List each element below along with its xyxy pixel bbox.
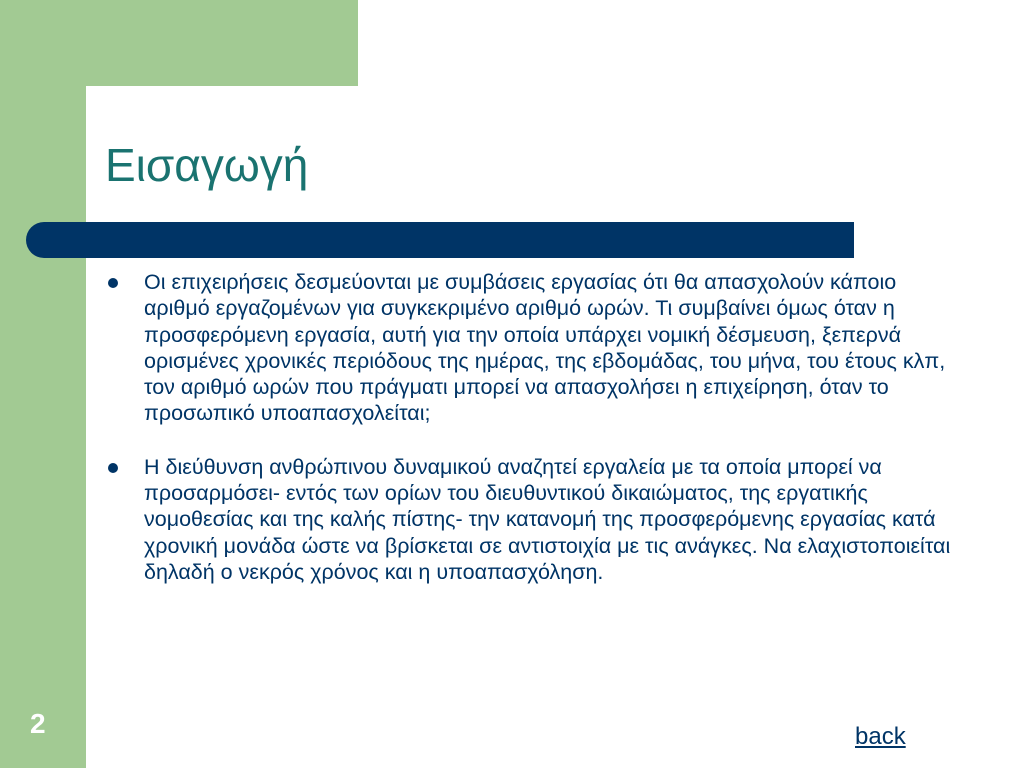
back-link[interactable]: back [855,723,906,750]
title-underline-bar [26,222,854,258]
bullet-item [106,269,966,427]
page-number: 2 [30,708,46,739]
bullet-dot-icon [108,463,118,473]
bullet-dot-icon [108,278,118,288]
green-sidebar [0,0,86,768]
bullet-item [106,454,966,585]
slide-title: Εισαγωγή [105,139,309,191]
bullet-text: Οι επιχειρήσεις δεσμεύονται με συμβάσεις εργασίας ότι θα απασχολούν κάποιο αριθμό εργαζομένων για συγκεκριμένο αριθμό ωρών. Τι συμβαίνει όμως όταν η προσφερόμενη εργασία, αυτή για την οποία υπάρχει νομική δέσμευση, ξεπερνά ορισμένες χρονικές περιόδους της ημέρας, της εβδομάδας, του μήνα, του έτους κλπ, τον αριθμό ωρών που πράγματι μπορεί να απασχολήσει η επιχείρηση, όταν το προσωπικό υποαπασχολείται; [144,270,946,426]
green-top-band [0,0,358,86]
bullet-list [106,269,966,585]
bullet-text: Η διεύθυνση ανθρώπινου δυναμικού αναζητεί εργαλεία με τα οποία μπορεί να προσαρμόσει- εντός των ορίων του διευθυντικού δικαιώματος, της εργατικής νομοθεσίας και της καλής πίστης- την κατανομή της προσφερόμενης εργασίας κατά χρονική μονάδα ώστε να βρίσκεται σε αντιστοιχία με τις ανάγκες. Να ελαχιστοποιείται δηλαδή ο νεκρός χρόνος και η υποαπασχόληση. [144,454,951,584]
